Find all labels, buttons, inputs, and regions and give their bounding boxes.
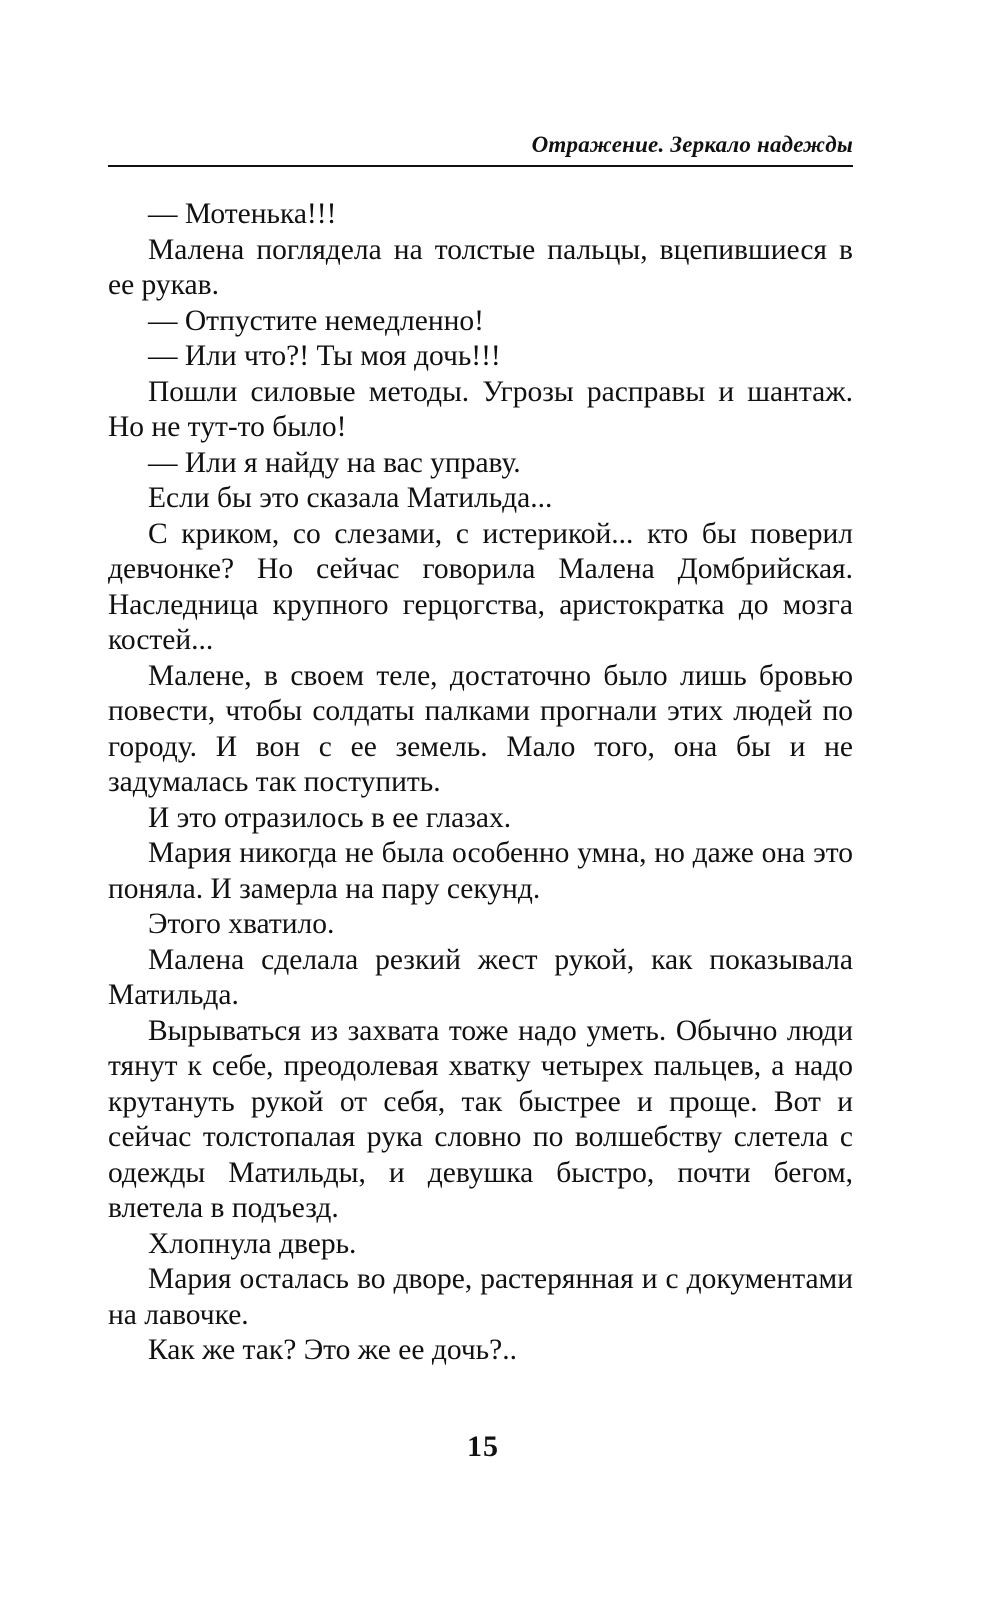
paragraph: И это отразилось в ее глазах. [148, 801, 512, 834]
paragraph: — Или что?! Ты моя дочь!!! [148, 340, 501, 372]
paragraph: Малена поглядела на толстые пальцы, вцепившиеся в ее рукав. [108, 233, 853, 301]
paragraph: Этого хватило. [148, 908, 335, 940]
body-text [108, 197, 853, 1369]
paragraph: Хлопнула дверь. [148, 1227, 357, 1260]
paragraph: Вырываться из захвата тоже надо уметь. Обычно люди тянут к себе, преодолевая хватку четырех пальцев, а надо крутануть рукой от себя, так быстрее и проще. Вот и сейчас толстопалая рука словно по волшебству слетела с одежды Матильды, и девушка быстро, почти бегом, влетела в подъезд. [108, 1014, 853, 1224]
header-rule [108, 165, 853, 167]
paragraph: Как же так? Это же ее дочь?.. [148, 1334, 517, 1366]
paragraph: — Отпустите немедленно! [148, 304, 484, 337]
paragraph: С криком, со слезами, с истерикой... кто бы поверил девчонке? Но сейчас говорила Малена Домбрийская. Наследница крупного герцогства, аристократка до мозга костей... [108, 517, 853, 656]
paragraph: Малене, в своем теле, достаточно было лишь бровью повести, чтобы солдаты палками прогнали этих людей по городу. И вон с ее земель. Мало того, она бы и не задумалась так поступить. [108, 659, 853, 798]
paragraph: — Мотенька!!! [148, 198, 337, 230]
page-number: 15 [467, 1430, 499, 1463]
paragraph: Малена сделала резкий жест рукой, как показывала Матильда. [108, 943, 853, 1011]
running-header: Отражение. Зеркало надежды [531, 132, 853, 157]
paragraph: — Или я найду на вас управу. [148, 446, 521, 479]
paragraph: Мария никогда не была особенно умна, но даже она это поняла. И замерла на пару секунд. [108, 837, 853, 905]
paragraph: Пошли силовые методы. Угрозы расправы и шантаж. Но не тут-то было! [108, 375, 853, 443]
paragraph: Мария осталась во дворе, растерянная и с документами на лавочке. [108, 1263, 853, 1331]
paragraph: Если бы это сказала Матильда... [148, 482, 553, 514]
